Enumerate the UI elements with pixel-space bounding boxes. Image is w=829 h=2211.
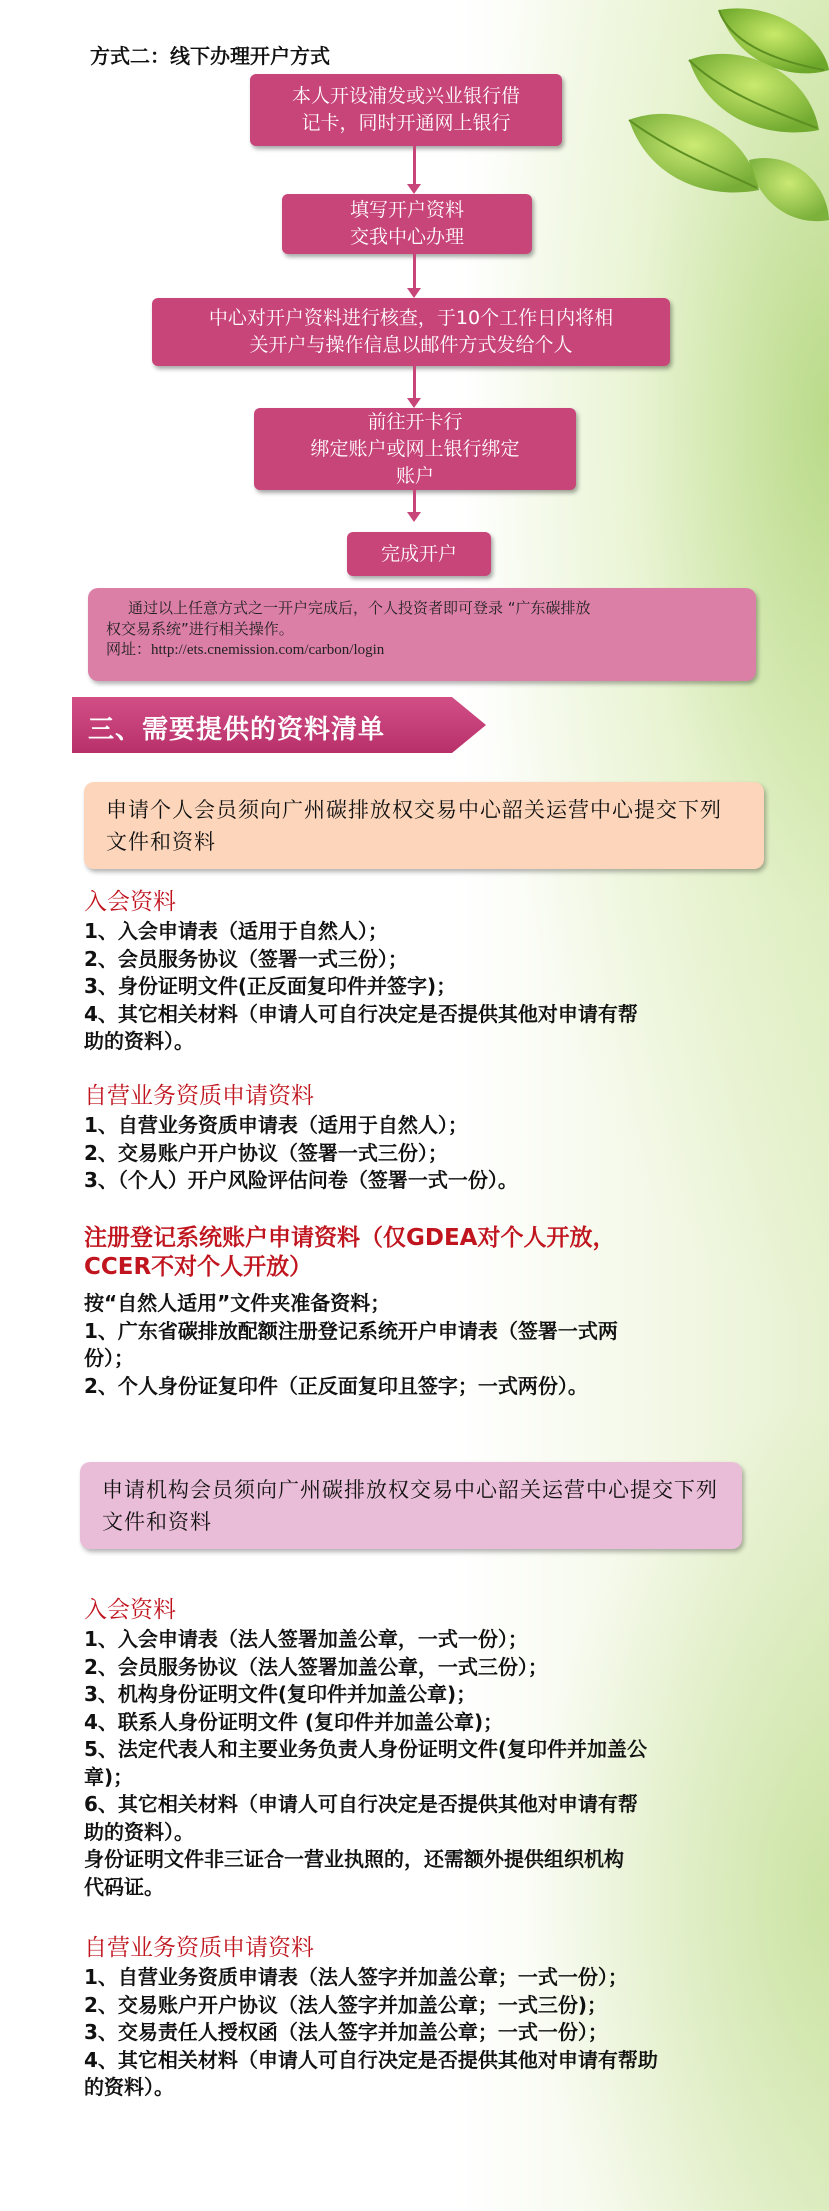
list-item: 4、其它相关材料（申请人可自行决定是否提供其他对申请有帮助 的资料）。 [84,2047,658,2099]
list-item: 6、其它相关材料（申请人可自行决定是否提供其他对申请有帮 助的资料）。 [84,1792,638,1844]
list-item: 1、自营业务资质申请表（适用于自然人）； [84,1113,468,1137]
flow-connector [413,254,416,290]
list-item: 2、交易账户开户协议（签署一式三份）； [84,1140,448,1165]
login-note-text-1: 通过以上任意方式之一开户完成后，个人投资者即可登录 “广东碳排放 [128,599,591,617]
flow-connector [413,146,416,186]
arrow-down-icon [407,184,421,194]
institution-intro-box: 申请机构会员须向广州碳排放权交易中心韶关运营中心提交下列文件和资料 [80,1462,742,1549]
list-item: 2、会员服务协议（签署一式三份）； [84,946,408,971]
list-item: 4、其它相关材料（申请人可自行决定是否提供其他对申请有帮 助的资料）。 [84,1001,638,1053]
flow-step-5: 完成开户 [347,532,491,576]
flow-step-2: 填写开户资料 交我中心办理 [282,194,532,254]
individual-selfbiz-list [84,1112,784,1195]
list-item: 2、交易账户开户协议（法人签字并加盖公章；一式三份)； [84,1992,608,2017]
individual-intro-box: 申请个人会员须向广州碳排放权交易中心韶关运营中心提交下列文件和资料 [84,782,764,869]
flow-connector [413,366,416,400]
arrow-down-icon [407,398,421,408]
arrow-down-icon [407,512,421,522]
list-item: 1、广东省碳排放配额注册登记系统开户申请表（签署一式两 份）； [84,1318,618,1370]
list-item: 3、身份证明文件(正反面复印件并签字)； [84,974,457,998]
list-item: 2、会员服务协议（法人签署加盖公章，一式三份）； [84,1654,548,1679]
login-url: 网址：http://ets.cnemission.com/carbon/login [106,642,385,658]
list-item: 1、自营业务资质申请表（法人签字并加盖公章；一式一份）； [84,1965,628,1989]
list-item: 4、联系人身份证明文件 (复印件并加盖公章)； [84,1709,504,1734]
flow-step-1: 本人开设浦发或兴业银行借 记卡，同时开通网上银行 [250,74,562,146]
list-item: 1、入会申请表（法人签署加盖公章，一式一份）； [84,1627,528,1651]
institution-membership-title: 入会资料 [84,1597,176,1623]
list-item: 按“自然人适用”文件夹准备资料； [84,1291,391,1315]
list-item: 1、入会申请表（适用于自然人）； [84,919,388,943]
login-note-text-2: 权交易系统”进行相关操作。 [106,620,294,638]
individual-membership-list [84,918,784,1056]
individual-registry-list [84,1290,794,1400]
list-item: 3、交易责任人授权函（法人签字并加盖公章；一式一份）； [84,2020,608,2044]
list-item: 身份证明文件非三证合一营业执照的，还需额外提供组织机构 代码证。 [84,1847,624,1899]
list-item: 3、（个人）开户风险评估问卷（签署一式一份）。 [84,1168,518,1192]
institution-selfbiz-list [84,1964,804,2102]
flow-step-4: 前往开卡行 绑定账户或网上银行绑定 账户 [254,408,576,490]
flow-step-3: 中心对开户资料进行核查，于10个工作日内将相 关开户与操作信息以邮件方式发给个人 [152,298,670,366]
list-item: 2、个人身份证复印件（正反面复印且签字；一式两份）。 [84,1373,588,1398]
method2-heading: 方式二：线下办理开户方式 [90,44,330,68]
arrow-down-icon [407,288,421,298]
list-item: 3、机构身份证明文件(复印件并加盖公章)； [84,1682,477,1706]
flow-connector [413,490,416,514]
section3-banner [72,697,486,753]
login-note [88,588,756,681]
institution-membership-list [84,1626,804,1901]
leaf-decoration-icon [569,0,829,320]
individual-membership-title: 入会资料 [84,889,176,915]
list-item: 5、法定代表人和主要业务负责人身份证明文件(复印件并加盖公 章)； [84,1737,648,1789]
individual-selfbiz-title: 自营业务资质申请资料 [84,1083,314,1109]
section3-title: 三、需要提供的资料清单 [88,715,386,745]
individual-registry-title: 注册登记系统账户申请资料（仅GDEA对个人开放， CCER不对个人开放） [84,1225,616,1280]
institution-selfbiz-title: 自营业务资质申请资料 [84,1935,314,1961]
